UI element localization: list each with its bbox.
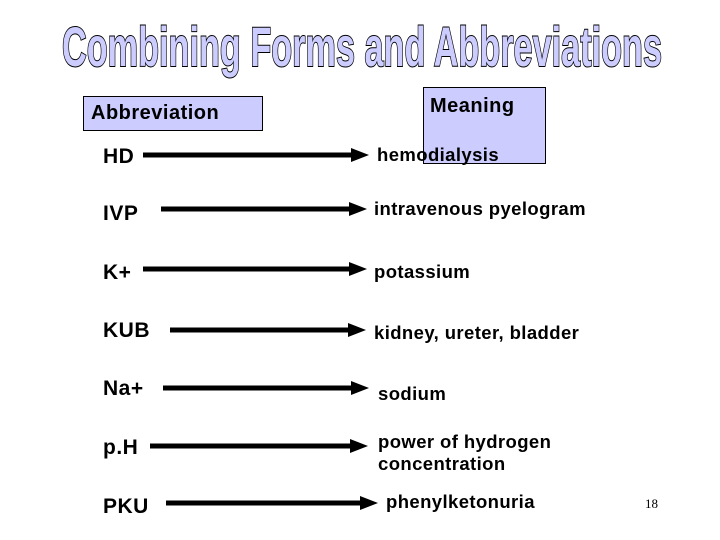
arrow-hd [143, 145, 373, 165]
arrow-ph [150, 436, 372, 456]
abbr-na: Na+ [103, 377, 144, 400]
abbr-ph: p.H [103, 436, 139, 459]
meaning-pku: phenylketonuria [386, 491, 535, 512]
slide-title-text: Combining Forms and Abbreviations [62, 15, 662, 78]
abbreviation-header: Abbreviation [91, 102, 220, 124]
meaning-na: sodium [378, 383, 447, 404]
meaning-header: Meaning [430, 95, 515, 117]
meaning-ph: power of hydrogen concentration [378, 431, 552, 475]
meaning-kub: kidney, ureter, bladder [374, 322, 580, 343]
abbr-hd: HD [103, 145, 135, 168]
meaning-k: potassium [374, 261, 471, 282]
page-number: 18 [645, 496, 658, 511]
abbr-pku: PKU [103, 495, 149, 518]
arrow-na [163, 378, 373, 398]
arrow-kub [170, 320, 370, 340]
arrow-ivp [161, 199, 371, 219]
abbr-k: K+ [103, 261, 132, 284]
arrow-k [143, 259, 371, 279]
meaning-ivp: intravenous pyelogram [374, 198, 586, 219]
slide-title [58, 8, 668, 84]
meaning-hd: hemodialysis [377, 144, 500, 165]
arrow-pku [166, 493, 382, 513]
abbr-ivp: IVP [103, 202, 139, 225]
abbr-kub: KUB [103, 319, 150, 342]
